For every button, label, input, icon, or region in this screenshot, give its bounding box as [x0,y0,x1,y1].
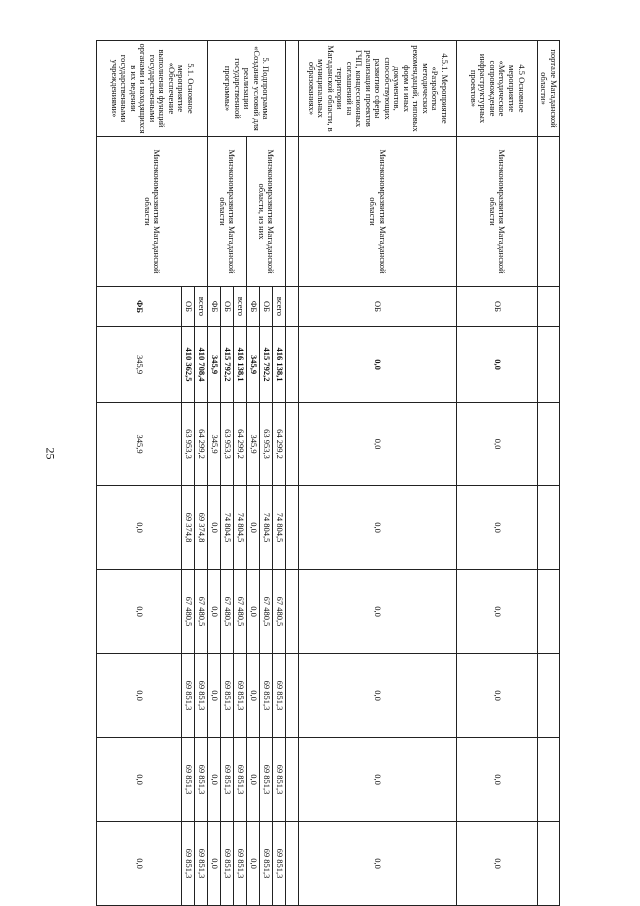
year-cell: 63 953,3 [220,403,233,486]
total-cell: 416 138,1 [272,327,285,403]
total-cell: 0,0 [298,327,456,403]
year-cell: 74 804,5 [259,486,272,570]
year-cell: 0,0 [298,570,456,654]
year-cell: 0,0 [96,738,181,822]
table-row [537,41,559,906]
year-cell: 69 851,3 [220,822,233,906]
year-cell: 67 480,5 [181,570,194,654]
year-cell: 0,0 [246,486,259,570]
year-cell: 0,0 [207,654,220,738]
budget-table [96,40,560,906]
source-cell: всего [194,287,207,327]
year-cell: 67 480,5 [220,570,233,654]
row-name: 4.5.1. Мероприятие «Разработка методических рекомендаций, типовых форм и иных документов, способствующих развитию сферы реализации проектов ГЧП, концессионных соглашений на территории Магаданской области, в муниципальных образованиях» [298,41,456,137]
executor-cell: Минэкономразвития Магаданской области [456,137,537,287]
year-cell: 0,0 [207,738,220,822]
total-cell: 410 708,4 [194,327,207,403]
year-cell: 69 374,8 [181,486,194,570]
year-cell: 69 851,3 [259,822,272,906]
year-cell: 67 480,5 [259,570,272,654]
total-cell: 0,0 [456,327,537,403]
year-cell: 345,9 [96,403,181,486]
table-row [272,41,285,906]
year-cell: 0,0 [96,822,181,906]
year-cell: 345,9 [246,403,259,486]
year-cell: 0,0 [456,403,537,486]
year-cell: 67 480,5 [233,570,246,654]
source-cell: ОБ [456,287,537,327]
year-cell: 69 374,8 [194,486,207,570]
total-cell: 345,9 [246,327,259,403]
year-cell: 69 851,3 [259,738,272,822]
year-cell: 69 851,3 [233,822,246,906]
year-cell: 69 851,3 [272,654,285,738]
year-cell: 0,0 [456,654,537,738]
year-cell: 0,0 [246,654,259,738]
year-cell: 64 299,2 [233,403,246,486]
year-cell: 67 480,5 [272,570,285,654]
total-cell: 410 362,5 [181,327,194,403]
row-name: 4.5 Основное мероприятие «Методическое сопровождение инфраструктурных проектов» [456,41,537,137]
source-cell: ОБ [181,287,194,327]
year-cell: 0,0 [298,403,456,486]
row-name: портале Магаданской области» [537,41,559,137]
year-cell: 0,0 [246,822,259,906]
budget-table-sheet [65,40,560,905]
table-row [233,41,246,906]
year-cell: 63 953,3 [181,403,194,486]
year-cell: 0,0 [298,822,456,906]
executor-cell: Минэкономразвития Магаданской области, из них [246,137,285,287]
year-cell: 69 851,3 [233,654,246,738]
year-cell: 74 804,5 [272,486,285,570]
source-cell: ОБ [220,287,233,327]
year-cell: 345,9 [207,403,220,486]
year-cell: 0,0 [96,654,181,738]
year-cell: 69 851,3 [194,822,207,906]
year-cell: 69 851,3 [272,822,285,906]
source-cell: ФБ [96,287,181,327]
year-cell: 63 953,3 [259,403,272,486]
row-name: 5.1. Основное мероприятие «Обеспечение выполнения функций государственными органами и находящихся в их ведении государственными учреждениями» [96,41,207,137]
source-cell: ОБ [259,287,272,327]
executor-cell: Минэкономразвития Магаданской области [298,137,456,287]
source-cell: ОБ [298,287,456,327]
year-cell: 69 851,3 [220,654,233,738]
year-cell: 74 804,5 [233,486,246,570]
year-cell: 69 851,3 [233,738,246,822]
source-cell: всего [233,287,246,327]
total-cell: 345,9 [96,327,181,403]
year-cell: 0,0 [246,738,259,822]
source-cell: всего [272,287,285,327]
executor-cell: Минэкономразвития Магаданской области [96,137,207,287]
year-cell: 0,0 [96,570,181,654]
year-cell: 69 851,3 [194,738,207,822]
executor-cell: Минэкономразвития Магаданской области [207,137,246,287]
total-cell: 415 792,2 [220,327,233,403]
year-cell: 69 851,3 [272,738,285,822]
year-cell: 0,0 [207,570,220,654]
year-cell: 69 851,3 [181,654,194,738]
year-cell: 74 804,5 [220,486,233,570]
year-cell: 69 851,3 [259,654,272,738]
year-cell: 69 851,3 [220,738,233,822]
year-cell: 67 480,5 [194,570,207,654]
row-name: 5. Подпрограмма «Создание условий для реализации государственной программы» [207,41,285,137]
page-number: 25 [43,447,58,460]
source-cell: ФБ [207,287,220,327]
year-cell: 64 299,2 [272,403,285,486]
year-cell: 0,0 [207,822,220,906]
year-cell: 0,0 [456,822,537,906]
year-cell: 0,0 [456,486,537,570]
year-cell: 69 851,3 [181,738,194,822]
year-cell: 64 299,2 [194,403,207,486]
table-row [194,41,207,906]
total-cell: 345,9 [207,327,220,403]
table-row [285,41,298,906]
year-cell: 0,0 [456,738,537,822]
table-row [298,41,456,906]
total-cell: 416 138,1 [233,327,246,403]
year-cell: 0,0 [298,654,456,738]
year-cell: 0,0 [96,486,181,570]
year-cell: 0,0 [298,738,456,822]
year-cell: 69 851,3 [194,654,207,738]
year-cell: 0,0 [298,486,456,570]
source-cell: ФБ [246,287,259,327]
year-cell: 0,0 [207,486,220,570]
year-cell: 0,0 [246,570,259,654]
year-cell: 69 851,3 [181,822,194,906]
year-cell: 0,0 [456,570,537,654]
total-cell: 415 792,2 [259,327,272,403]
table-row [456,41,537,906]
